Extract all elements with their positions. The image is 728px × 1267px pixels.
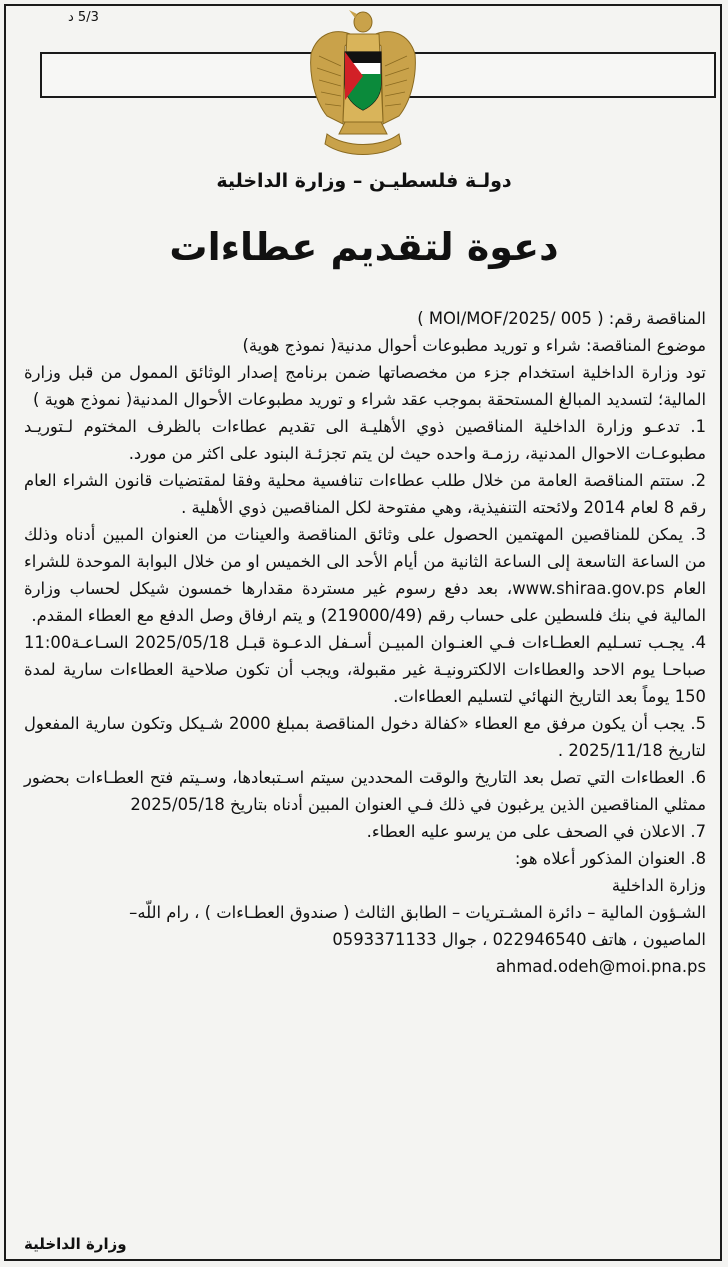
tender-item-7: 7. الاعلان في الصحف على من يرسو عليه العطاء. — [366, 822, 706, 841]
tender-item-6: 6. العطاءات التي تصل بعد التاريخ والوقت المحددين سيتم اسـتبعادها، وسـيتم فتح العطـاءات بحضور ممثلي المناقصين الذين يرغبون في ذلك فـي العنوان المبين أدناه بتاريخ 2025/05/18 — [24, 768, 706, 814]
page-code: 5/3 د — [68, 10, 99, 25]
footer-ministry: وزارة الداخلية — [24, 1235, 127, 1253]
document-title: دعوة لتقديم عطاءات — [169, 225, 559, 269]
address-line-2: الماصيون ، هاتف 022946540 ، جوال 0593371133 — [332, 930, 706, 949]
tender-body — [24, 305, 706, 980]
tender-item-8: 8. العنوان المذكور أعلاه هو: — [514, 849, 706, 868]
tender-reference: المناقصة رقم: ( MOI/MOF/2025/ 005 ) — [417, 309, 706, 328]
tender-item-5: 5. يجب أن يكون مرفق مع العطاء «كفالة دخول المناقصة بمبلغ 2000 شـيكل وتكون سارية المفعول لتاريخ 2025/11/18 . — [24, 714, 706, 760]
address-ministry: وزارة الداخلية — [611, 876, 706, 895]
tender-intro: تود وزارة الداخلية استخدام جزء من مخصصاتها ضمن برنامج إصدار الوثائق الممول من قبل وزارة المالية؛ لتسديد المبالغ المستحقة بموجب عقد شراء و توريد مطبوعات الأحوال المدنية( نموذج هوية ) — [24, 363, 706, 409]
address-line-1: الشـؤون المالية – دائرة المشـتريات – الطابق الثالث ( صندوق العطـاءات ) ، رام اللّه– — [129, 903, 706, 922]
tender-item-1: 1. تدعـو وزارة الداخلية المناقصين ذوي الأهليـة الى تقديم عطاءات بالظرف المختوم لـتوريـد مطبوعـات الاحوال المدنية، رزمـة واحده حيث لن يتم تجزئـة البنود على اكثر من مورد. — [24, 417, 706, 463]
tender-item-4: 4. يجـب تسـليم العطـاءات فـي العنـوان المبيـن أسـفل الدعـوة قبـل 2025/05/18 السـاعـة11:00 صباحـا يوم الاحد والعطاءات الالكترونيـة غير مقبولة، ويجب أن تكون صلاحية العطاءات سارية لمدة 150 يوماً بعد التاريخ النهائي لتسليم العطاءات. — [24, 633, 707, 706]
palestine-eagle-emblem-icon — [305, 6, 421, 156]
organization-line: دولـة فلسطيـن – وزارة الداخلية — [216, 170, 512, 192]
tender-subject: موضوع المناقصة: شراء و توريد مطبوعات أحوال مدنية( نموذج هوية) — [242, 336, 706, 355]
tender-item-2: 2. ستتم المناقصة العامة من خلال طلب عطاءات تنافسية محلية وفقا لمقتضيات قانون الشراء العام رقم 8 لعام 2014 ولائحته التنفيذية، وهي مفتوحة لكل المناقصين ذوي الأهلية . — [24, 471, 706, 517]
contact-email: ahmad.odeh@moi.pna.ps — [495, 957, 706, 976]
tender-item-3: 3. يمكن للمناقصين المهتمين الحصول على وثائق المناقصة والعينات من العنوان المبين أدناه وذلك من الساعة التاسعة إلى الساعة الثانية من أيام الأحد الى الخميس او من خلال البوابة الموحدة للشراء العام www.shiraa.gov.ps، بعد دفع رسوم غير مستردة مقدارها خمسون شيكل لحساب وزارة المالية في بنك فلسطين على حساب رقم (219000/49) و يتم ارفاق وصل الدفع مع العطاء المقدم. — [24, 525, 707, 625]
